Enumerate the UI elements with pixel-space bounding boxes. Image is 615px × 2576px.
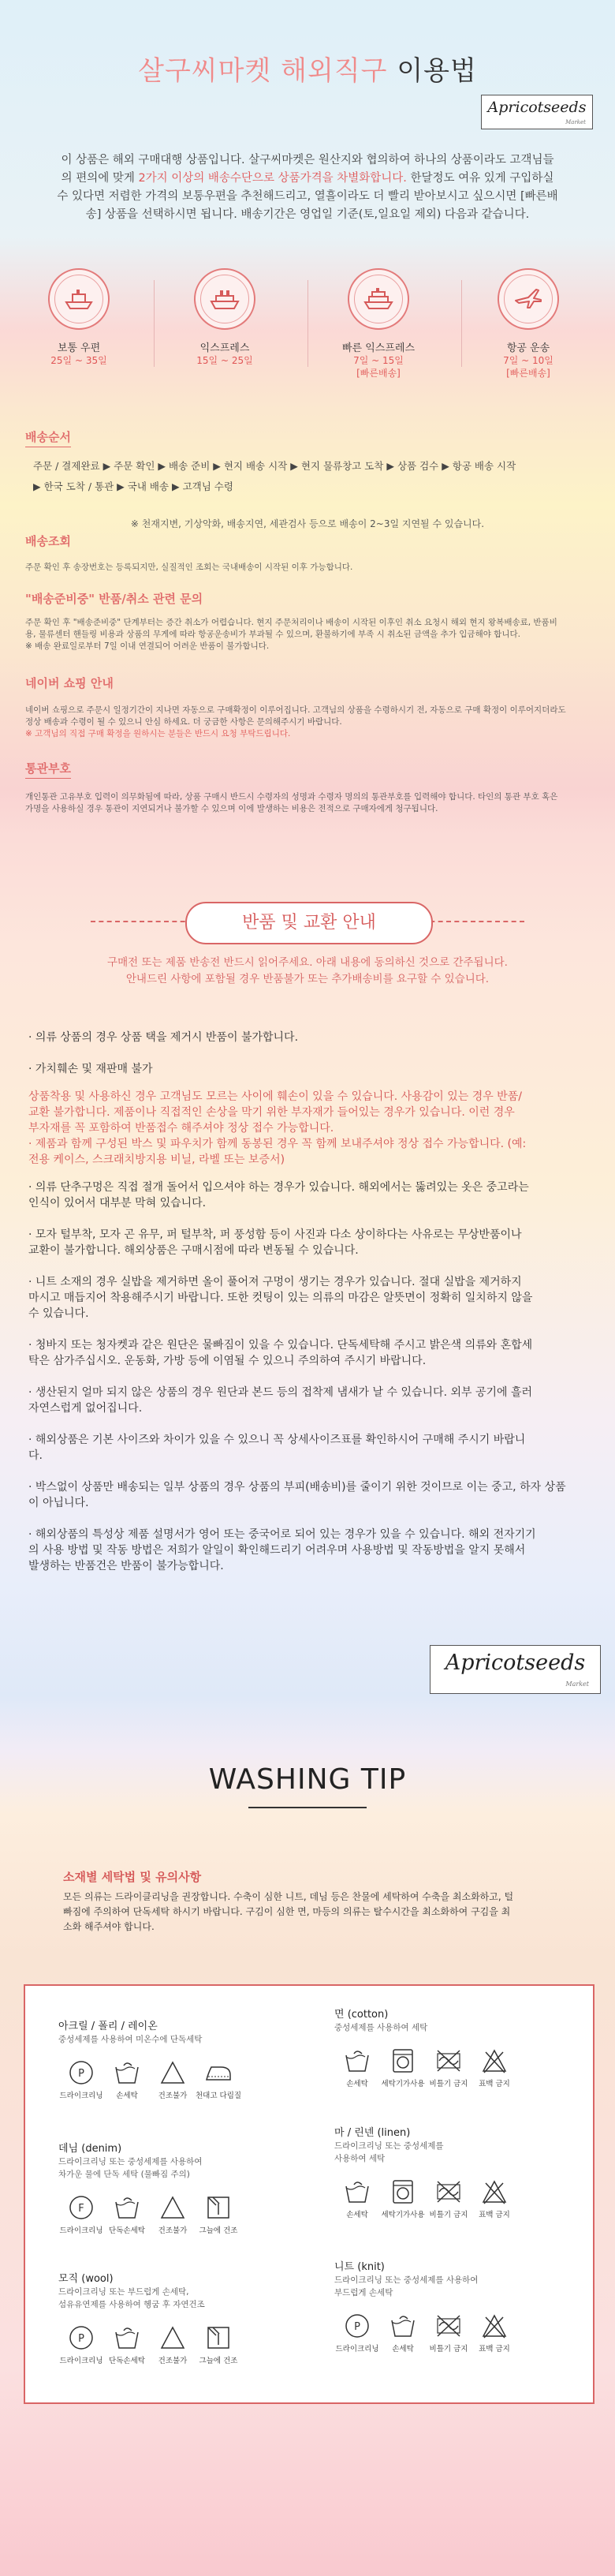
care-group-title: 모직 (wool) — [58, 2273, 114, 2285]
logo-text: Apricotseeds — [487, 99, 587, 116]
care-group-desc: 부드럽게 손세탁 — [334, 2288, 393, 2297]
intro-line: 이 상품은 해외 구매대행 상품입니다. 살구씨마켓은 원산지와 협의하여 하나의 상품이라도 고객님들 — [61, 154, 554, 166]
shipping-option — [473, 268, 583, 379]
mail-ship-icon — [54, 275, 103, 323]
naver-text: 네이버 쇼핑으로 주문시 일정기간이 지나면 자동으로 구매확정이 이루어집니다. 고객님의 상품을 수령하시기 전, 자동으로 구매 확정이 이루어지더라도 정상 배송과 수령이 될 수 있으니 안심 하세요. 더 궁금한 사항은 문의해주시기 바랍니다. ※ 고객님의 직접 구매 확정을 원하시는 분들은 반드시 요청 부탁드립니다. — [25, 705, 566, 738]
order-heading: 배송순서 — [25, 428, 71, 447]
fast-ship-icon — [354, 275, 403, 323]
shade-dry-icon — [196, 2193, 241, 2223]
track-text: 주문 확인 후 송장번호는 등록되지만, 실질적인 조회는 국내배송이 시작된 이후 가능합니다. — [25, 563, 353, 572]
intro-line: 송] 상품을 선택하시면 됩니다. 배송기간은 영업일 기준(토,일요일 제외) 다음과 같습니다. — [85, 208, 530, 221]
care-group-denim: 데님 (denim) 드라이크리닝 또는 중성세제를 사용하여 차가운 물에 단독 세탁 (물빠짐 주의) F 드라이크리닝 단독손세탁 건조불가 그늘에 건조 — [58, 2140, 241, 2235]
ship-icon — [200, 275, 249, 323]
return-item: · 의류 단추구멍은 직접 절개 돌어서 입으셔야 하는 경우가 있습니다. 해외에서는 뚫려있는 옷은 중고라는 인식이 있어서 대부분 막혀 있습니다. — [28, 1181, 529, 1209]
dashed-line — [422, 921, 524, 922]
dashed-line — [91, 921, 193, 922]
no-bleach-icon — [472, 2311, 517, 2341]
intro-line: 수 있다면 저렴한 가격의 보통우편을 추천해드리고, 열흘이라도 더 빨리 받아보시고 싶으시면 [빠른배 — [57, 190, 558, 203]
intro-line: 의 편의에 맞게 2가지 이상의 배송수단으로 상품가격을 차별화합니다. 한달정도 여유 있게 구입하실 — [61, 172, 554, 185]
care-group-knit: 니트 (knit) 드라이크리닝 또는 중성세제를 사용하여 부드럽게 손세탁 P 드라이크리닝 손세탁 비틀기 금지 표백 금지 — [334, 2258, 517, 2354]
naver-heading: 네이버 쇼핑 안내 — [25, 676, 114, 690]
returns-title-pill: 반품 및 교환 안내 — [185, 902, 433, 944]
care-group-title: 데님 (denim) — [58, 2143, 122, 2155]
shade-dry-icon — [196, 2323, 241, 2353]
dry-clean-icon — [334, 2311, 380, 2341]
washing-machine-icon — [380, 2177, 426, 2207]
logo-top — [481, 95, 593, 129]
no-bleach-icon — [472, 2046, 517, 2076]
care-group-desc: 드라이크리닝 또는 중성세제를 — [334, 2141, 444, 2151]
care-group-desc: 드라이크리닝 또는 중성세제를 사용하여 — [58, 2157, 203, 2167]
dry-clean-icon — [58, 2058, 104, 2088]
care-group-cotton: 면 (cotton) 중성세제를 사용하여 세탁 손세탁 세탁기가사용 비틀기 금지 표백 금지 — [334, 2006, 517, 2088]
shipping-extra: [빠른배송] — [506, 368, 550, 379]
return-item: · 가치훼손 및 재판매 불가 — [28, 1063, 153, 1075]
dry-clean-icon — [58, 2323, 104, 2353]
return-item: · 의류 상품의 경우 상품 택을 제거시 반품이 불가합니다. — [28, 1031, 299, 1044]
care-group-desc: 사용하여 세탁 — [334, 2154, 386, 2163]
triangle-icon — [150, 2058, 196, 2088]
return-item: · 생산된지 얼마 되지 않은 상품의 경우 원단과 본드 등의 접착제 냄새가 날 수 있습니다. 외부 공기에 흘러 자연스럽게 없어집니다. — [28, 1386, 533, 1415]
iron-icon — [196, 2058, 241, 2088]
care-group-title: 아크릴 / 폴리 / 레이온 — [58, 2021, 158, 2032]
washing-underline — [248, 1807, 367, 1808]
prep-heading: "배송준비중" 반품/취소 관련 문의 — [25, 592, 203, 606]
svg-text:F: F — [78, 2203, 84, 2215]
returns-subtitle: 구매전 또는 제품 반송전 반드시 읽어주세요. 아래 내용에 동의하신 것으로 간주됩니다. 안내드린 사항에 포함될 경우 반품불가 또는 추가배송비를 요구할 수 있습니다. — [107, 956, 508, 985]
dry-clean-icon — [58, 2193, 104, 2223]
title-pink: 살구씨마켓 해외직구 — [138, 55, 388, 87]
logo-bottom — [430, 1645, 601, 1694]
care-group-desc: 중성세제를 사용하여 미온수에 단독세탁 — [58, 2035, 203, 2044]
care-group-title: 니트 (knit) — [334, 2261, 385, 2273]
care-group-desc: 차가운 물에 단독 세탁 (물빠짐 주의) — [58, 2170, 190, 2179]
return-item: · 박스없이 상품만 배송되는 일부 상품의 경우 상품의 부피(배송비)를 줄이기 위한 것이므로 이는 중고, 하자 상품 이 아닙니다. — [28, 1481, 566, 1509]
divider — [461, 280, 462, 367]
prep-text: 주문 확인 후 "배송준비중" 단계부터는 증간 취소가 어렵습니다. 현지 주문처리이나 배송이 시작된 이후인 취소 요청시 해외 현지 왕복배송료, 반품비 용, 물류센터 핸들링 비용과 상품의 무게에 따라 항공운송비가 부과될 수 있으며, 환불하기에 부족 시 취소된 금액을 추가 입금해야 합니다. ※ 배송 완료일로부터 7일 이내 연결되어 어려운 반품이 불가합니다. — [25, 618, 557, 651]
care-group-wool: 모직 (wool) 드라이크리닝 또는 부드럽게 손세탁, 섬유유연제를 사용하여 헹굼 후 자연건조 P 드라이크리닝 단독손세탁 건조불가 그늘에 건조 — [58, 2270, 241, 2365]
return-item: · 니트 소재의 경우 실밥을 제거하면 올이 풀어져 구멍이 생기는 경우가 있습니다. 절대 실밥을 제거하지 마시고 매듭지어 착용해주시기 바랍니다. 또한 컷팅이 있는 의류의 마감은 알뜻면이 정확히 일치하지 않을 수 있습니다. — [28, 1276, 533, 1320]
logo-sub: Market — [565, 1681, 589, 1688]
shipping-name: 항공 운송 — [506, 342, 550, 354]
return-item: · 청바지 또는 청자켓과 같은 원단은 물빠짐이 있을 수 있습니다. 단독세탁해 주시고 밝은색 의류와 혼합세 탁은 삼가주십시오. 운동화, 가방 등에 이염될 수 있으니 주의하여 주시기 바랍니다. — [28, 1339, 533, 1367]
care-group-title: 면 (cotton) — [334, 2009, 389, 2021]
logo-text: Apricotseeds — [445, 1651, 586, 1675]
care-group-desc: 섬유유연제를 사용하여 헹굼 후 자연건조 — [58, 2300, 205, 2309]
return-item: · 모자 털부착, 모자 곤 유무, 퍼 털부착, 퍼 풍성함 등이 사진과 다소 상이하다는 사유로는 무상반품이나 교환이 불가합니다. 해외상품은 구매시점에 따라 변동될 수 있습니다. — [28, 1228, 522, 1257]
return-item: · 해외상품의 특성상 제품 설명서가 영어 또는 중국어로 되어 있는 경우가 있을 수 있습니다. 해외 전자기기 의 사용 방법 및 작동 방법은 저희가 알일이 확인해드리기 어려우며 사용방법 및 작동방법을 알지 못해서 발생하는 반품건은 반품이 불가능합니다. — [28, 1528, 536, 1572]
order-flow — [33, 456, 585, 497]
customs-text: 개인통관 고유부호 입력이 의무화됨에 따라, 상품 구매시 반드시 수령자의 성명과 수령자 명의의 통관부호를 입력해야 합니다. 타인의 통관 부호 혹은 가명을 사용하실 경우 통관이 지연되거나 불가할 수 있으며 이에 발생하는 비용은 전적으로 구매자에게 청구됩니다. — [25, 792, 558, 813]
hand-wash-icon — [104, 2193, 150, 2223]
shipping-option — [24, 268, 134, 367]
order-note: ※ 천재지변, 기상악화, 배송지연, 세관검사 등으로 배송이 2~3일 지연될 수 있습니다. — [130, 518, 485, 529]
care-group-desc: 드라이크리닝 또는 중성세제를 사용하여 — [334, 2275, 479, 2285]
track-heading: 배송조회 — [25, 534, 71, 548]
air-icon — [504, 275, 553, 323]
no-wring-icon — [426, 2177, 472, 2207]
care-group-title: 마 / 린넨 (linen) — [334, 2127, 411, 2139]
svg-text:P: P — [78, 2068, 84, 2080]
logo-sub: Market — [565, 119, 586, 125]
return-item-detail: 상품착용 및 사용하신 경우 고객님도 모르는 사이에 훼손이 있을 수 있습니다. 사용감이 있는 경우 반품/ 교환 불가합니다. 제품이나 직접적인 손상을 막기 위한 부자재가 들어있는 경우가 있습니다. 이런 경우 부자재를 꼭 포함하여 반품접수 해주셔야 정상 접수 가능합니다. · 제품과 함께 구성된 박스 및 파우치가 함께 동봉된 경우 꼭 함께 보내주셔야 정상 접수 가능합니다. (예: 전용 케이스, 스크래치방지용 비닐, 라벨 또는 보증서) — [28, 1090, 527, 1166]
shipping-option — [170, 268, 280, 367]
hand-wash-icon — [104, 2058, 150, 2088]
page-title — [0, 49, 615, 88]
shipping-extra: [빠른배송] — [356, 368, 401, 379]
care-heading: 소재별 세탁법 및 유의사항 — [63, 1870, 202, 1884]
no-wring-icon — [426, 2046, 472, 2076]
care-group-desc: 중성세제를 사용하여 세탁 — [334, 2023, 428, 2032]
care-group-acrylic: 아크릴 / 폴리 / 레이온 중성세제를 사용하여 미온수에 단독세탁 P 드라이크리닝 손세탁 건조불가 천대고 다림질 — [58, 2017, 241, 2100]
shipping-days: 7일 ~ 10일 — [503, 355, 554, 366]
divider — [154, 280, 155, 367]
title-dark: 이용법 — [397, 55, 477, 87]
shipping-days: 25일 ~ 35일 — [50, 355, 107, 366]
shipping-days: 15일 ~ 25일 — [196, 355, 253, 366]
shipping-option — [323, 268, 434, 379]
care-panel — [24, 1984, 594, 2404]
shipping-days: 7일 ~ 15일 — [353, 355, 404, 366]
shipping-name: 보통 우편 — [57, 342, 101, 354]
hand-wash-icon — [334, 2177, 380, 2207]
care-group-linen: 마 / 린넨 (linen) 드라이크리닝 또는 중성세제를 사용하여 세탁 손세탁 세탁기가사용 비틀기 금지 표백 금지 — [334, 2124, 517, 2219]
hand-wash-icon — [104, 2323, 150, 2353]
return-item: · 해외상품은 기본 사이즈와 차이가 있을 수 있으니 꼭 상세사이즈표를 확인하시어 구매해 주시기 바랍니 다. — [28, 1434, 526, 1462]
svg-text:P: P — [354, 2321, 360, 2333]
triangle-icon — [150, 2193, 196, 2223]
shipping-name: 빠른 익스프레스 — [341, 342, 416, 354]
order-flow-row: 주문 / 결제완료 ▶ 주문 확인 ▶ 배송 준비 ▶ 현지 배송 시작 ▶ 현지 물류창고 도착 ▶ 상품 검수 ▶ 항공 배송 시작 — [33, 460, 516, 472]
shipping-name: 익스프레스 — [199, 342, 250, 354]
intro-text — [16, 151, 599, 224]
svg-text:P: P — [78, 2333, 84, 2345]
care-text: 모든 의류는 드라이클리닝을 권장합니다. 수축이 심한 니트, 데님 등은 찬물에 세탁하여 수축을 최소화하고, 털 빠짐에 주의하여 단독세탁 하시기 바랍니다. 구김이 심한 면, 마등의 의류는 탈수시간을 최소화하여 구김을 최 소화 해주셔야 합니다. — [63, 1891, 514, 1932]
hand-wash-icon — [334, 2046, 380, 2076]
triangle-icon — [150, 2323, 196, 2353]
hand-wash-icon — [380, 2311, 426, 2341]
washing-title: WASHING TIP — [208, 1763, 407, 1796]
care-group-desc: 드라이크리닝 또는 부드럽게 손세탁, — [58, 2287, 189, 2297]
no-bleach-icon — [472, 2177, 517, 2207]
customs-heading: 통관부호 — [25, 760, 71, 779]
intro-highlight: 2가지 이상의 배송수단으로 상품가격을 차별화합니다. — [138, 172, 407, 185]
order-flow-row: ▶ 한국 도착 / 통관 ▶ 국내 배송 ▶ 고객님 수령 — [33, 480, 233, 492]
no-wring-icon — [426, 2311, 472, 2341]
washing-machine-icon — [380, 2046, 426, 2076]
